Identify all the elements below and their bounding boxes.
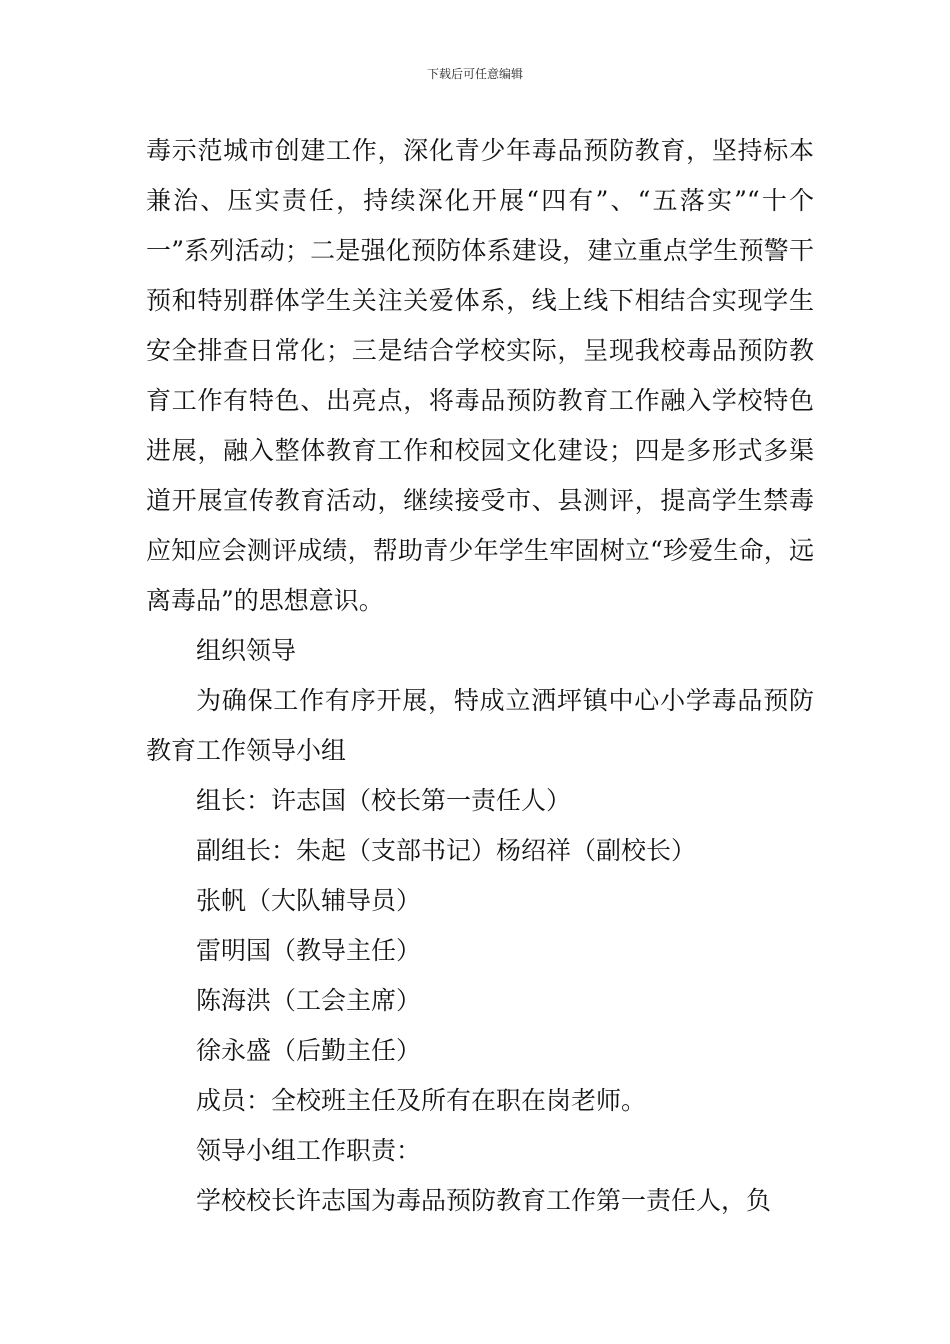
paragraph-duties: 学校校长许志国为毒品预防教育工作第一责任人，负	[196, 1186, 772, 1215]
leader-line: 组长：许志国（校长第一责任人）	[196, 786, 572, 815]
section-heading-organization: 组织领导	[196, 636, 297, 665]
member-line-zhang: 张帆（大队辅导员）	[196, 886, 422, 915]
deputy-leader-line: 副组长：朱起（支部书记）杨绍祥（副校长）	[196, 836, 697, 865]
section-heading-duties: 领导小组工作职责：	[196, 1136, 422, 1165]
paragraph-leadership-group: 为确保工作有序开展，特成立洒坪镇中心小学毒品预防教育工作领导小组	[146, 686, 814, 765]
member-line-lei: 雷明国（教导主任）	[196, 936, 422, 965]
paragraph-goals: 毒示范城市创建工作，深化青少年毒品预防教育，坚持标本兼治、压实责任，持续深化开展“四有”、“五落实”“十个一”系列活动；二是强化预防体系建设，建立重点学生预警干预和特别群体学生关注关爱体系，线上线下相结合实现学生安全排查日常化；三是结合学校实际，呈现我校毒品预防教育工作有特色、出亮点，将毒品预防教育工作融入学校特色进展，融入整体教育工作和校园文化建设；四是多形式多渠道开展宣传教育活动，继续接受市、县测评，提高学生禁毒应知应会测评成绩，帮助青少年学生牢固树立“珍爱生命，远离毒品”的思想意识。	[146, 136, 814, 615]
member-line-chen: 陈海洪（工会主席）	[196, 986, 422, 1015]
page-header: 下载后可任意编辑	[426, 67, 523, 81]
document-body	[146, 126, 814, 1226]
members-line: 成员：全校班主任及所有在职在岗老师。	[196, 1086, 647, 1115]
member-line-xu: 徐永盛（后勤主任）	[196, 1036, 422, 1065]
